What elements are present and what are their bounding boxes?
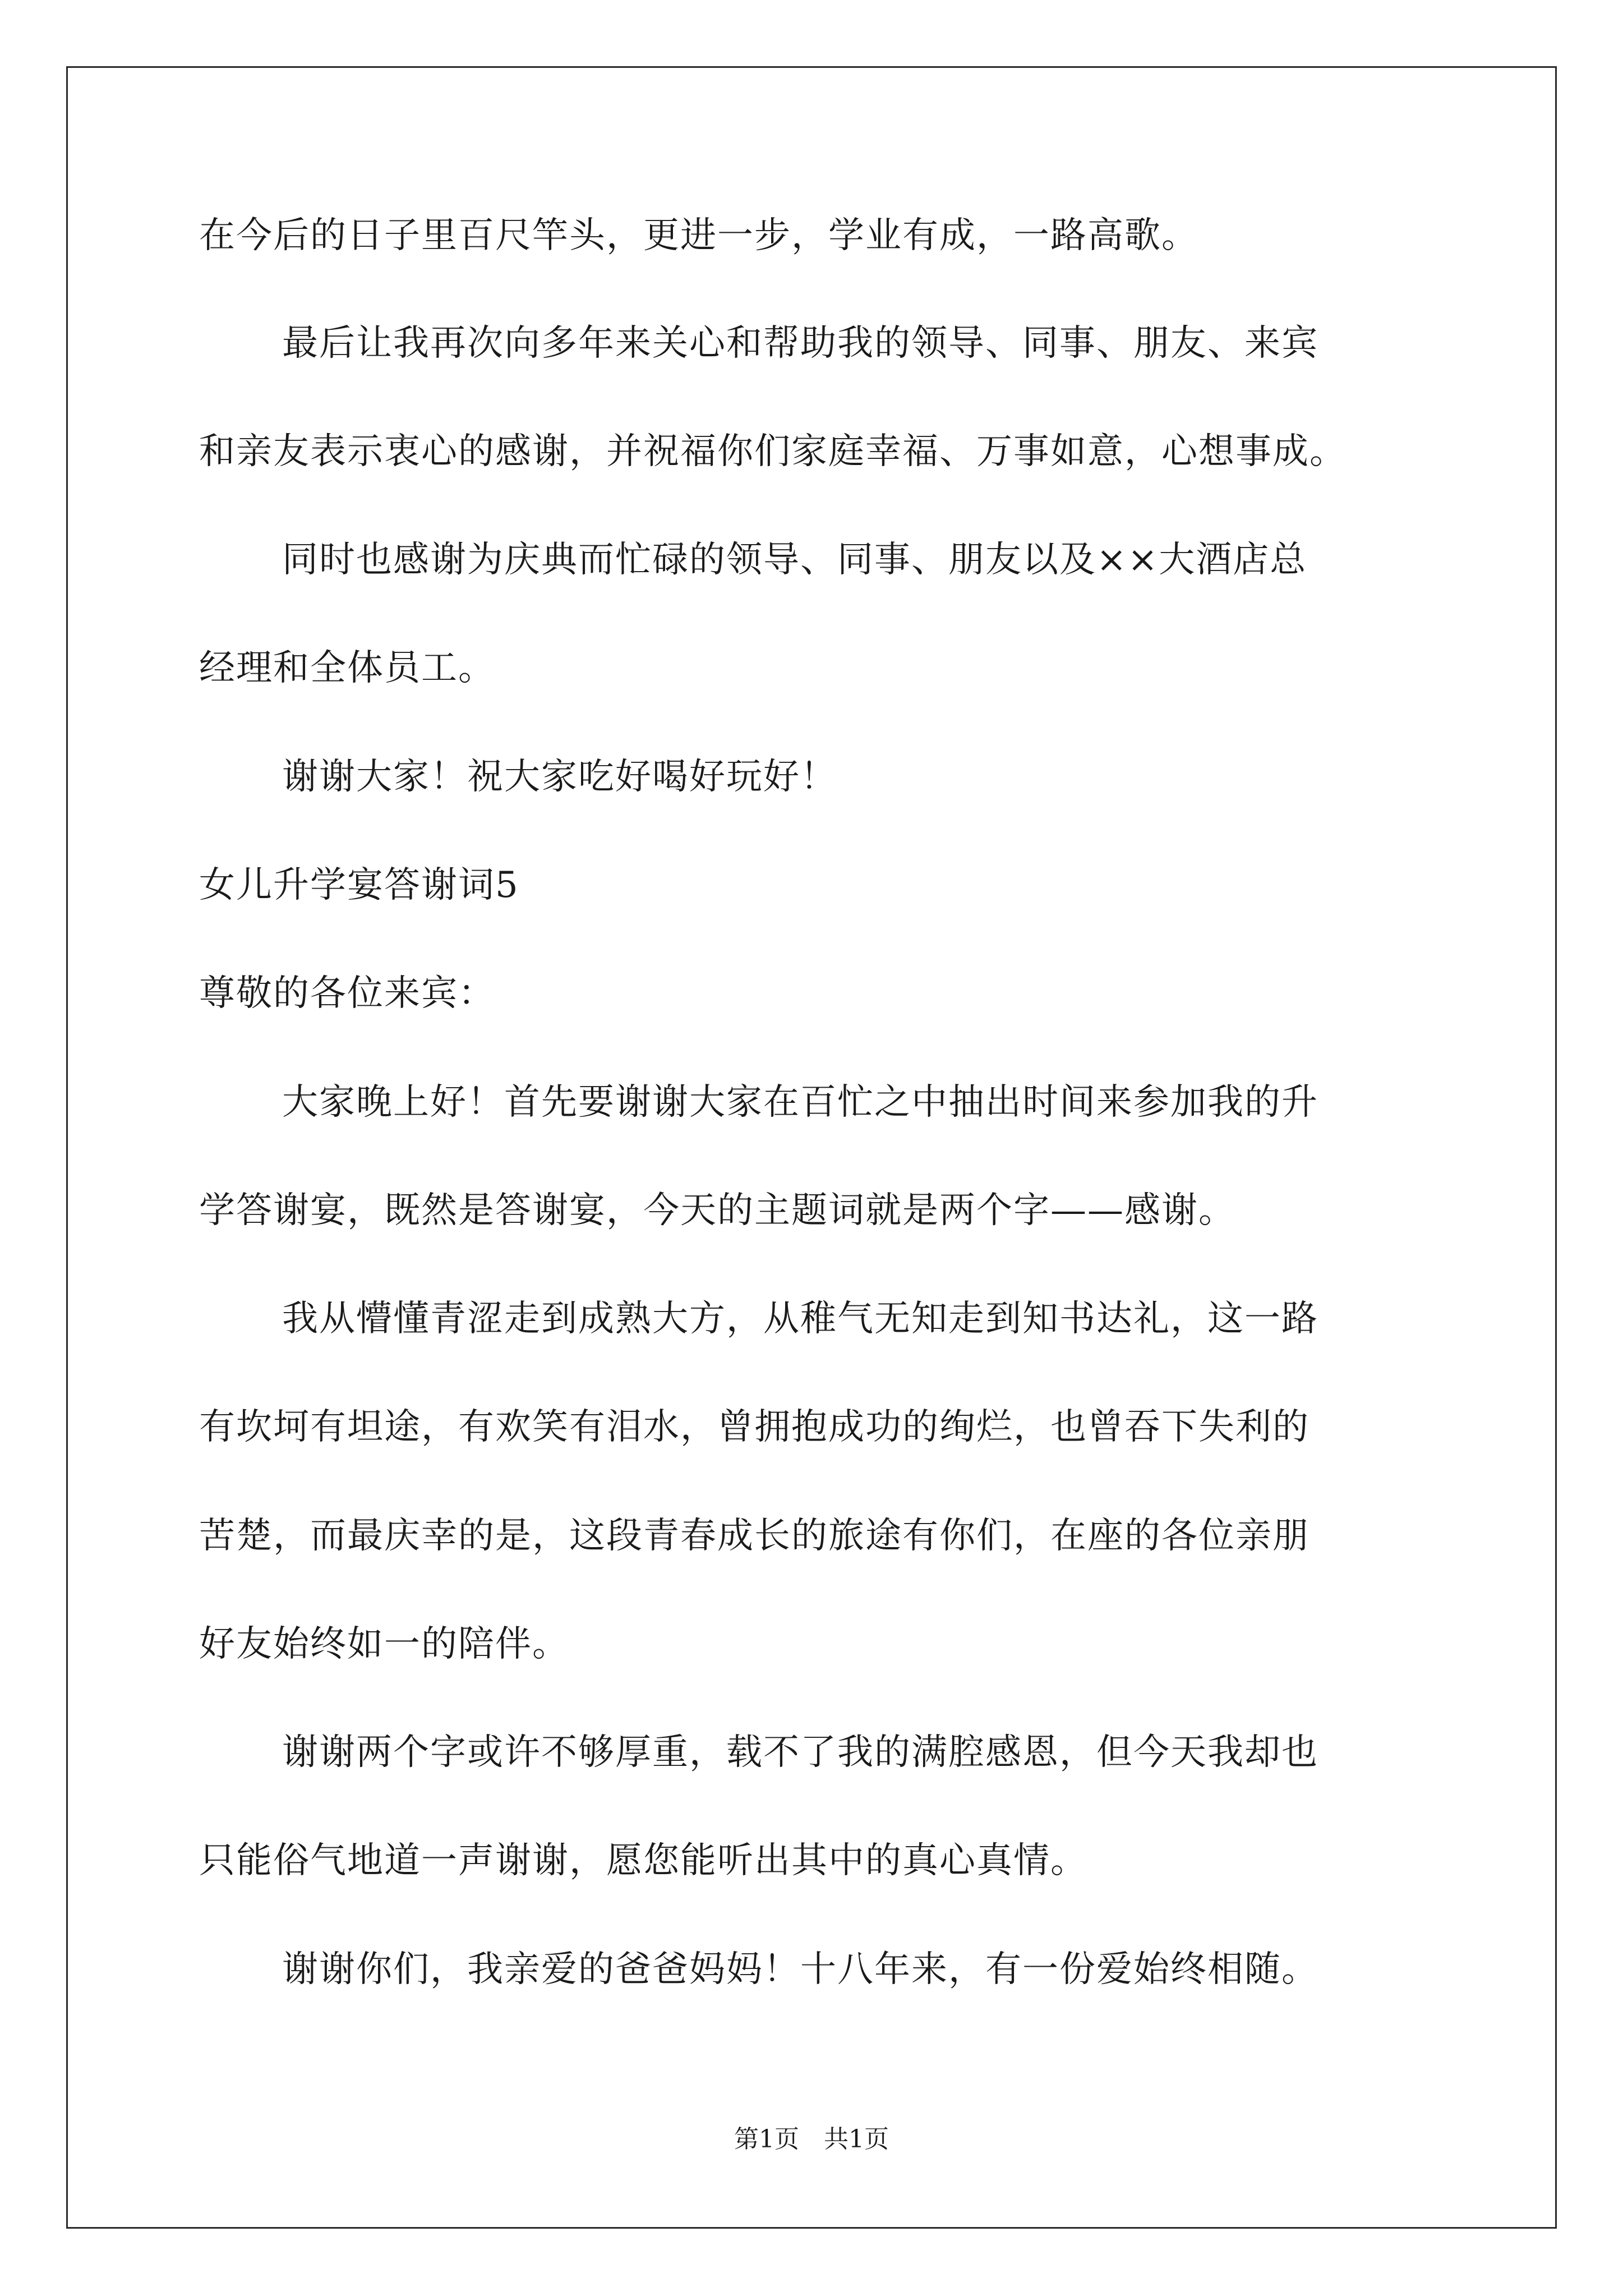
text-line: 有坎坷有坦途，有欢笑有泪水，曾拥抱成功的绚烂，也曾吞下失利的: [199, 1406, 1310, 1448]
text-line: 最后让我再次向多年来关心和帮助我的领导、同事、朋友、来宾: [282, 323, 1318, 364]
salutation: 尊敬的各位来宾：: [199, 973, 495, 1014]
page-border: [66, 66, 1557, 2229]
text-line: 只能俗气地道一声谢谢，愿您能听出其中的真心真情。: [199, 1840, 1087, 1881]
text-line: 大家晚上好！首先要谢谢大家在百忙之中抽出时间来参加我的升: [282, 1082, 1318, 1123]
text-line: 好友始终如一的陪伴。: [199, 1623, 569, 1665]
text-line: 学答谢宴，既然是答谢宴，今天的主题词就是两个字——感谢。: [199, 1190, 1235, 1231]
text-line: 谢谢大家！祝大家吃好喝好玩好！: [282, 756, 837, 798]
text-line: 在今后的日子里百尺竿头，更进一步，学业有成，一路高歌。: [199, 215, 1198, 256]
page-number-footer: 第1页 共1页: [734, 2125, 889, 2154]
text-line: 同时也感谢为庆典而忙碌的领导、同事、朋友以及××大酒店总: [282, 539, 1307, 581]
text-line: 经理和全体员工。: [199, 647, 495, 689]
text-line: 我从懵懂青涩走到成熟大方，从稚气无知走到知书达礼，这一路: [282, 1298, 1318, 1340]
text-line: 和亲友表示衷心的感谢，并祝福你们家庭幸福、万事如意，心想事成。: [199, 431, 1347, 472]
section-heading: 女儿升学宴答谢词5: [199, 864, 519, 906]
text-line: 谢谢两个字或许不够厚重，载不了我的满腔感恩，但今天我却也: [282, 1732, 1318, 1773]
text-line: 苦楚，而最庆幸的是，这段青春成长的旅途有你们，在座的各位亲朋: [199, 1515, 1310, 1557]
text-line: 谢谢你们，我亲爱的爸爸妈妈！十八年来，有一份爱始终相随。: [282, 1949, 1318, 1990]
